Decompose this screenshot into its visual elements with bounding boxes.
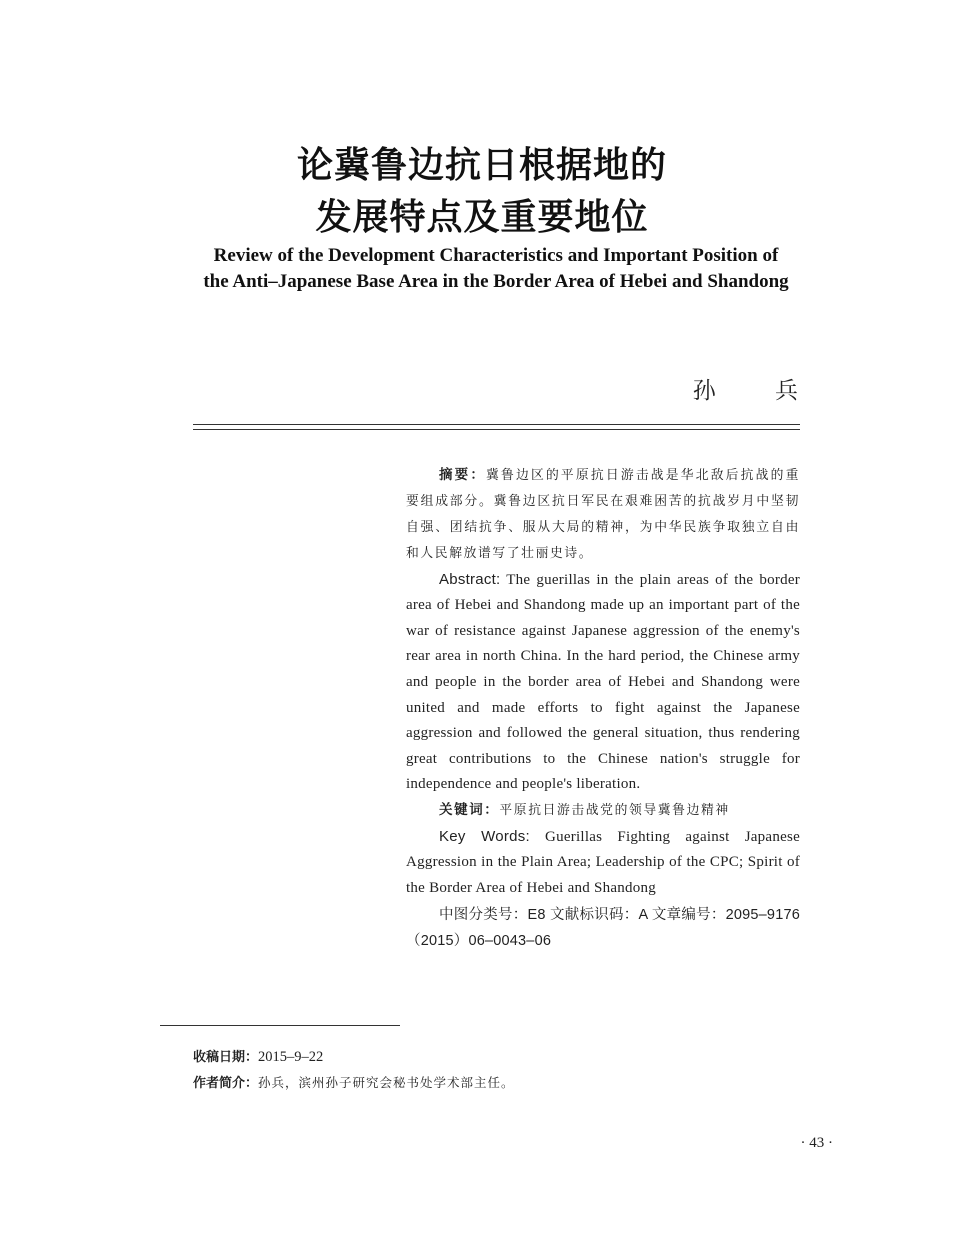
chinese-keywords [406,798,800,824]
chinese-keywords-text: 平原抗日游击战党的领导冀鲁边精神 [499,802,730,818]
received-date: 2015–9–22 [258,1049,324,1065]
classification-info: 中图分类号：E8 文献标识码：A 文章编号：2095–9176（2015）06–0043–06 [406,906,800,949]
english-keywords-label: Key Words: [439,827,530,845]
english-keywords-text: Guerillas Fighting against Japanese Aggression in the Plain Area; Leadership of the CPC; Spirit of the Border Area of Hebei and Shandong [406,828,800,897]
chinese-title-line-1: 论冀鲁边抗日根据地的 [296,145,667,186]
chinese-abstract-label: 摘要： [439,467,487,483]
footnote-rule [160,1025,400,1026]
chinese-title-line-2: 发展特点及重要地位 [315,197,649,238]
english-keywords [406,824,800,902]
english-title-line-2: the Anti–Japanese Base Area in the Border Area of Hebei and Shandong [203,271,789,292]
header-rule-top [193,424,800,425]
footnote-author-bio [193,1072,515,1091]
author-bio-text: 孙兵，滨州孙子研究会秘书处学术部主任。 [258,1075,515,1090]
chinese-abstract [406,463,800,567]
english-abstract-label: Abstract: [439,570,501,588]
footnote-received [193,1046,323,1066]
author-name: 孙 兵 [692,378,824,404]
page-number: · 43 · [800,1135,833,1151]
author-bio-label: 作者简介： [193,1076,259,1091]
chinese-abstract-text: 冀鲁边区的平原抗日游击战是华北敌后抗战的重要组成部分。冀鲁边区抗日军民在艰难困苦的抗战岁月中坚韧自强、团结抗争、服从大局的精神，为中华民族争取独立自由和人民解放谱写了壮丽史诗。 [406,468,800,561]
english-title-line-1: Review of the Development Characteristics and Important Position of [213,245,779,266]
english-abstract-text: The guerillas in the plain areas of the border area of Hebei and Shandong made up an important part of the war of resistance against Japanese aggression of the enemy's rear area in north China. In the hard period, the Chinese army and people in the border area of Hebei and Shandong were united and made efforts to fight against the Japanese aggression and followed the general situation, thus rendering great contributions to the Chinese nation's struggle for independence and people's liberation. [406,571,800,793]
header-rule-bottom [193,429,800,430]
received-label: 收稿日期： [193,1050,259,1065]
english-abstract [406,567,800,798]
chinese-keywords-label: 关键词： [439,801,500,818]
abstract-column [406,463,800,954]
